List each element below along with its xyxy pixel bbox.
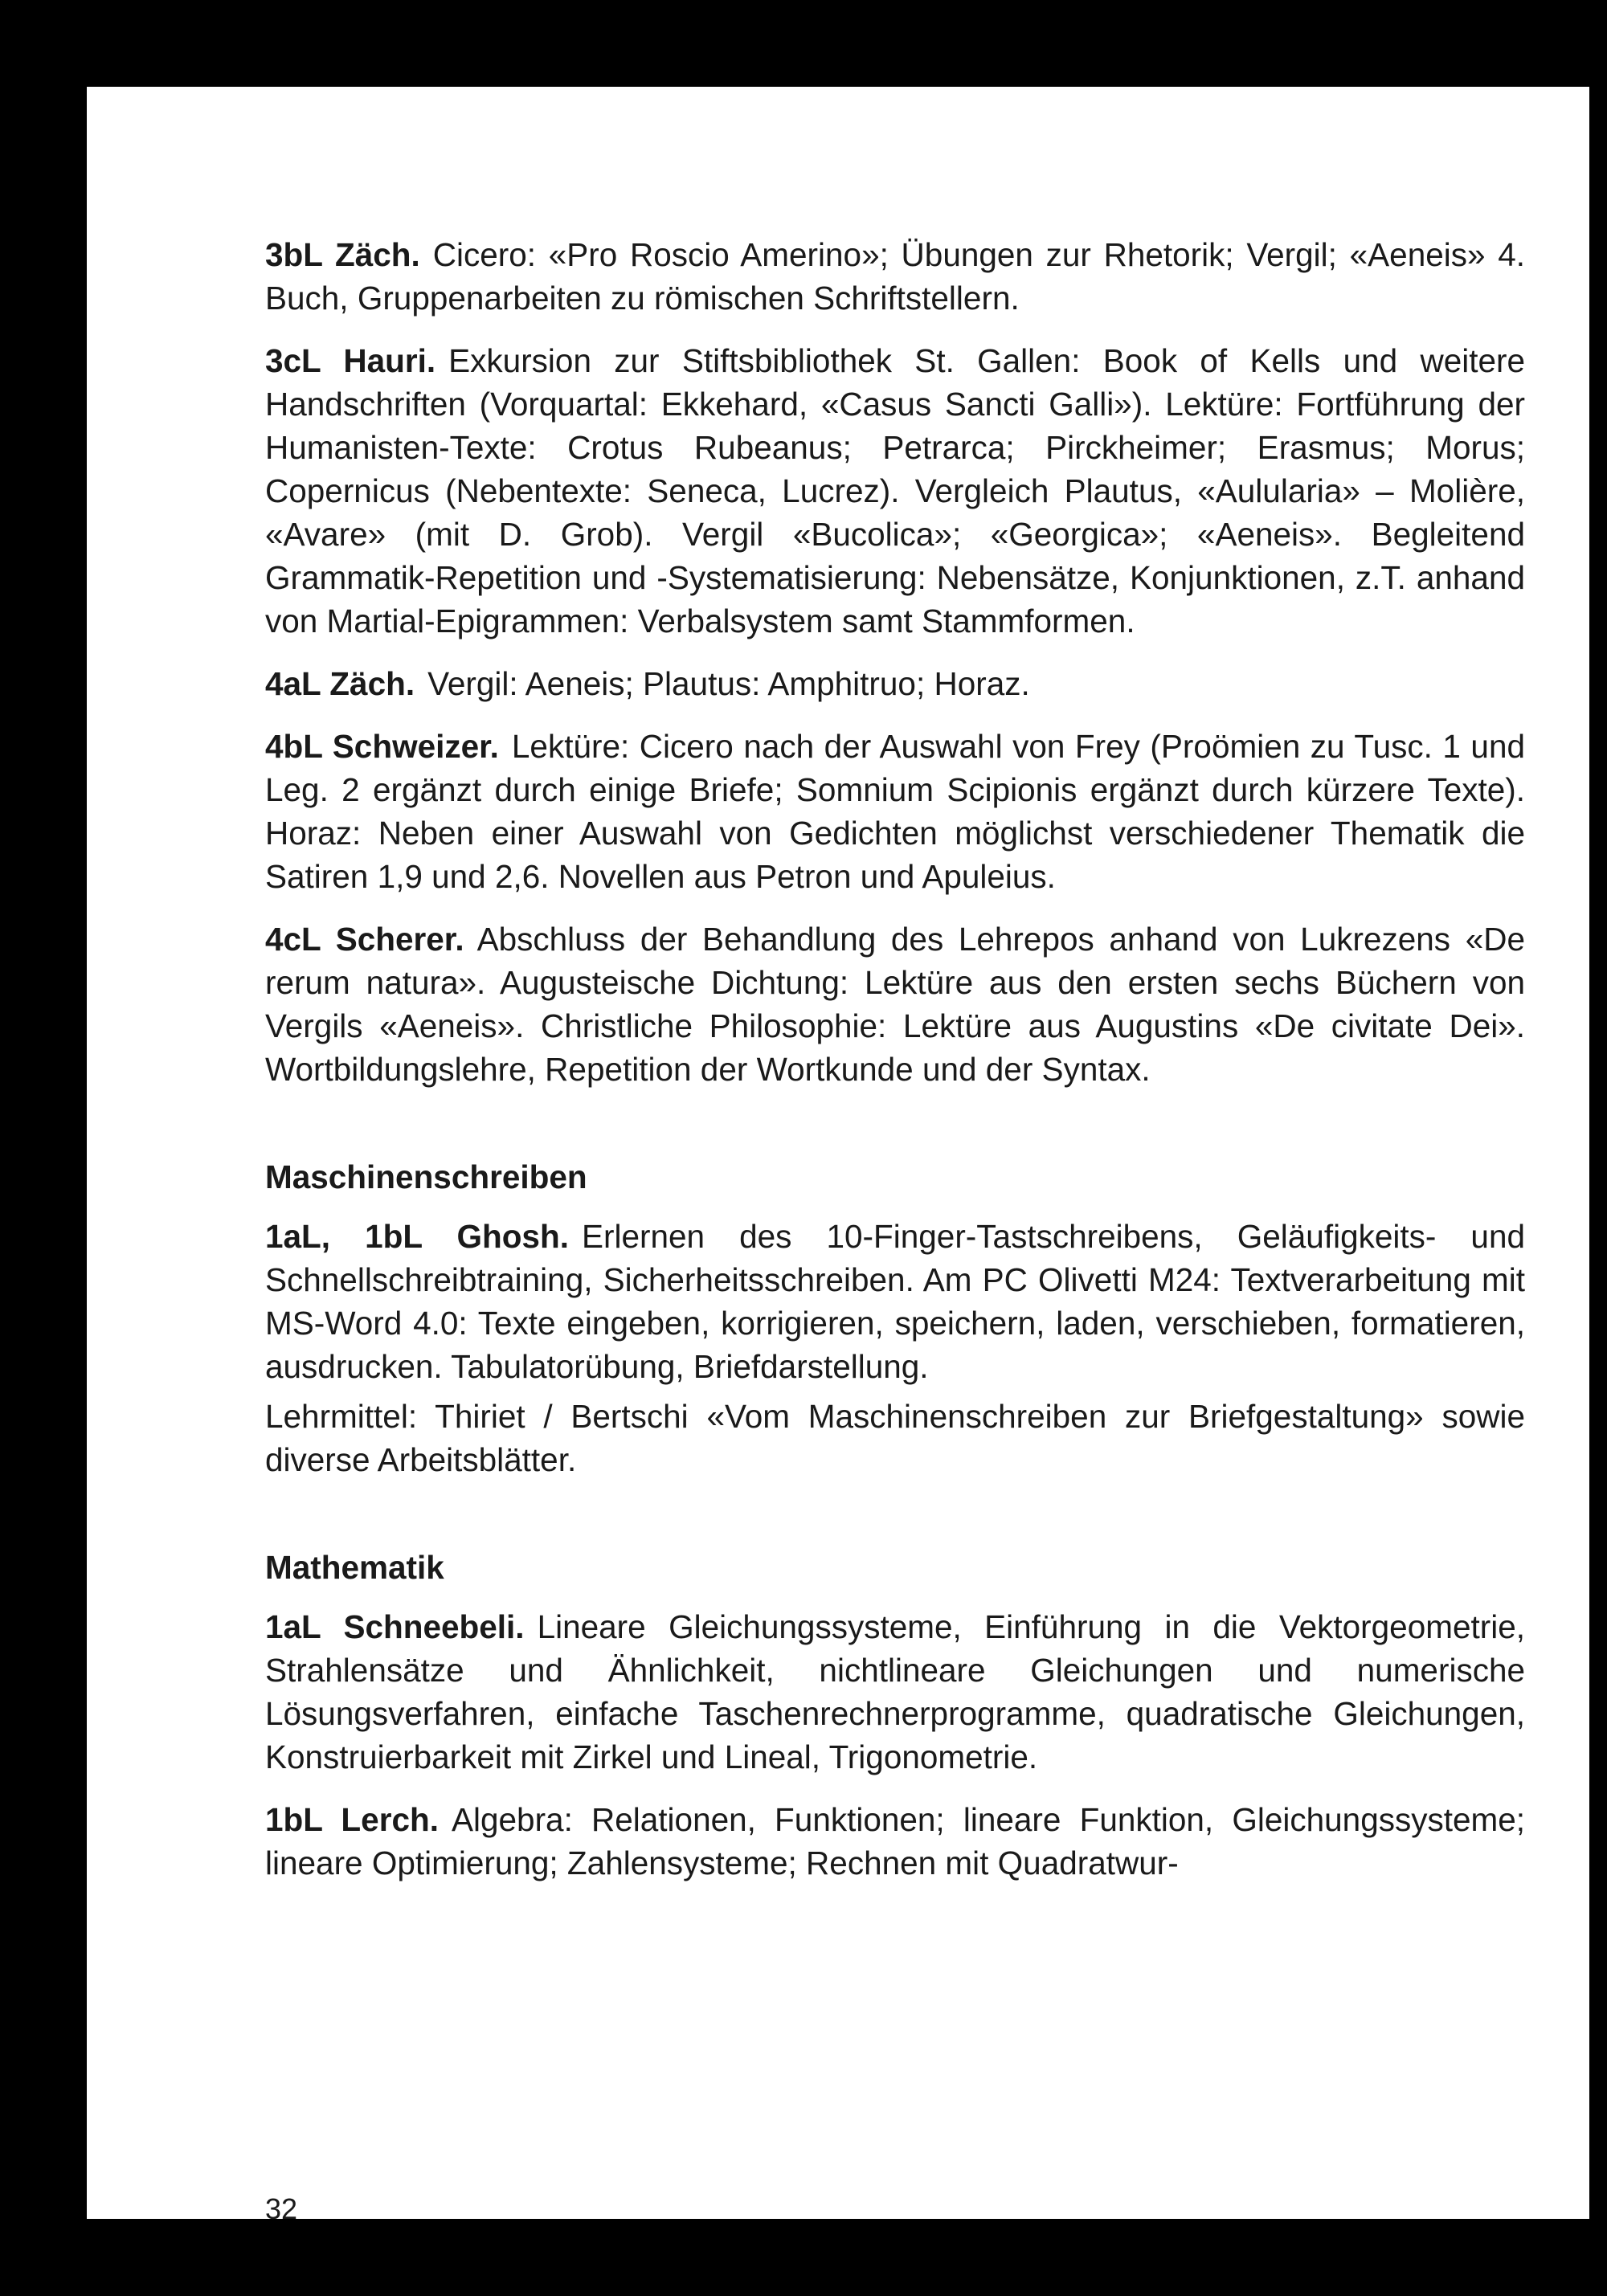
entry-text: Lineare Gleichungssysteme, Einführung in die Vektorgeometrie, Strahlensätze und Ähnlichkeit, nichtlineare Gleichungen und numerische Lösungsverfahren, einfache Taschenrechnerprogramme, quadratische Gleichungen, Konstruierbarkeit mit Zirkel und Lineal, Trigonometrie. <box>265 1608 1525 1775</box>
entry-heading: 1aL Schneebeli. <box>265 1608 525 1645</box>
entry-text: Exkursion zur Stiftsbibliothek St. Gallen: Book of Kells und weitere Handschriften (Vorquartal: Ekkehard, «Casus Sancti Galli»). Lektüre: Fortführung der Humanisten-Texte: Crotus Rubeanus; Petrarca; Pirckheimer; Erasmus; Morus; Copernicus (Nebentexte: Seneca, Lucrez). Vergleich Plautus, «Aulularia» – Molière, «Avare» (mit D. Grob). Vergil «Bucolica»; «Georgica»; «Aeneis». Begleitend Grammatik-Repetition und -Systematisierung: Nebensätze, Konjunktionen, z.T. anhand von Martial-Epigrammen: Verbalsystem samt Stammformen. <box>265 342 1526 639</box>
entry-heading: 1bL Lerch. <box>265 1801 439 1838</box>
entry-heading: 1aL, 1bL Ghosh. <box>265 1218 569 1255</box>
entry-text: Vergil: Aeneis; Plautus: Amphitruo; Horaz. <box>427 665 1030 702</box>
entry-heading: 4aL Zäch. <box>265 665 415 702</box>
page-number: 32 <box>265 2192 298 2225</box>
section-title-mathematik: Mathematik <box>265 1549 444 1586</box>
entry-text: Algebra: Relationen, Funktionen; lineare Funktion, Gleichungssysteme; lineare Optimierung; Zahlensysteme; Rechnen mit Quadratwur- <box>265 1801 1526 1881</box>
entry-heading: 4bL Schweizer. <box>265 728 499 765</box>
entry-1al-1bl-ghosh <box>265 1215 1525 1388</box>
entry-text: Erlernen des 10-Finger-Tastschreibens, Geläufigkeits- und Schnellschreibtraining, Sicherheitsschreiben. Am PC Olivetti M24: Textverarbeitung mit MS-Word 4.0: Texte eingeben, korrigieren, speichern, laden, verschieben, formatieren, ausdrucken. Tabulatorübung, Briefdarstellung. <box>265 1218 1525 1385</box>
entry-text: Lektüre: Cicero nach der Auswahl von Frey (Proömien zu Tusc. 1 und Leg. 2 ergänzt durch einige Briefe; Somnium Scipionis ergänzt durch kürzere Texte). Horaz: Neben einer Auswahl von Gedichten möglichst verschiedener Thematik die Satiren 1,9 und 2,6. Novellen aus Petron und Apuleius. <box>265 728 1525 895</box>
entry-4cl <box>265 917 1525 1091</box>
entry-1al-schneebeli <box>265 1605 1525 1779</box>
entry-3cl <box>265 339 1525 643</box>
entry-heading: 3cL Hauri. <box>265 342 436 379</box>
document-page <box>87 87 1589 2225</box>
entry-4bl <box>265 725 1525 898</box>
entry-text: Cicero: «Pro Roscio Amerino»; Übungen zur Rhetorik; Vergil; «Aeneis» 4. Buch, Gruppenarbeiten zu römischen Schriftstellern. <box>265 236 1525 317</box>
entry-text: Abschluss der Behandlung des Lehrepos anhand von Lukrezens «De rerum natura». Augusteische Dichtung: Lektüre aus den ersten sechs Büchern von Vergils «Aeneis». Christliche Philosophie: Lektüre aus Augustins «De civitate Dei». Wortbildungslehre, Repetition der Wortkunde und der Syntax. <box>265 921 1525 1088</box>
entry-3bl <box>265 233 1525 320</box>
page-content <box>265 233 1525 1904</box>
entry-heading: 4cL Scherer. <box>265 921 464 958</box>
entry-heading: 3bL Zäch. <box>265 236 420 273</box>
lehrmittel-note: Lehrmittel: Thiriet / Bertschi «Vom Maschinenschreiben zur Briefgestaltung» sowie diverse Arbeitsblätter. <box>265 1398 1525 1478</box>
section-title-maschinenschreiben: Maschinenschreiben <box>265 1158 587 1195</box>
entry-4al <box>265 662 1525 705</box>
entry-1bl-lerch <box>265 1798 1525 1885</box>
